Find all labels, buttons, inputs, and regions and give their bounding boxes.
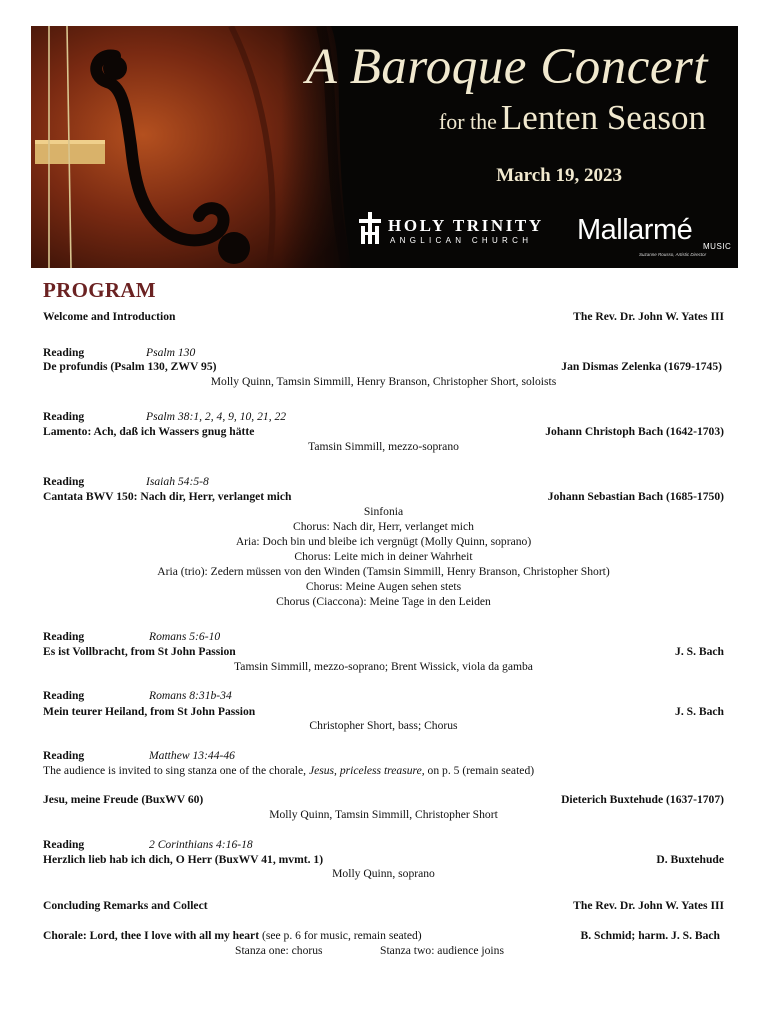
piece-title: Herzlich lieb hab ich dich, O Herr (BuxWV 41, mvmt. 1)	[43, 853, 324, 866]
piece-line	[43, 359, 724, 374]
reading-line	[43, 748, 724, 763]
movement-line: Chorus: Meine Augen sehen stets	[305, 580, 462, 593]
subtitle-prefix: for the	[438, 109, 497, 134]
closing-title: Concluding Remarks and Collect	[43, 899, 208, 912]
concert-banner	[31, 26, 738, 268]
reading-label: Reading	[43, 838, 85, 851]
piece-title: Mein teurer Heiland, from St John Passion	[43, 705, 256, 718]
performers-line: Molly Quinn, Tamsin Simmill, Christopher Short	[269, 808, 498, 821]
performers-line: Tamsin Simmill, mezzo-soprano; Brent Wissick, viola da gamba	[234, 660, 533, 673]
movement-line: Aria: Doch bin und bleibe ich vergnügt (Molly Quinn, soprano)	[235, 535, 532, 548]
piece-composer: Johann Christoph Bach (1642-1703)	[545, 425, 724, 438]
piece-line	[43, 792, 724, 807]
reading-line	[43, 837, 724, 852]
chorale-line	[43, 928, 724, 943]
piece-composer: Dieterich Buxtehude (1637-1707)	[561, 793, 724, 806]
welcome-title: Welcome and Introduction	[43, 310, 176, 323]
piece-composer: Jan Dismas Zelenka (1679-1745)	[561, 360, 722, 373]
concert-title: A Baroque Concert	[305, 39, 708, 95]
subtitle-main: Lenten Season	[500, 98, 706, 137]
piece-title: Es ist Vollbracht, from St John Passion	[43, 645, 236, 658]
program-heading: PROGRAM	[43, 278, 156, 302]
church-cross-icon	[359, 212, 381, 244]
audience-note-chorale: Jesus, priceless treasure,	[308, 764, 425, 777]
piece-title: De profundis (Psalm 130, ZWV 95)	[43, 360, 217, 373]
closing-credit: The Rev. Dr. John W. Yates III	[573, 899, 724, 912]
reading-reference: Psalm 130	[146, 346, 196, 359]
performers-line: Tamsin Simmill, mezzo-soprano	[308, 440, 459, 453]
piece-composer: D. Buxtehude	[656, 853, 724, 866]
reading-line	[43, 345, 724, 360]
movement-line: Sinfonia	[363, 505, 404, 518]
movement-line: Chorus: Leite mich in deiner Wahrheit	[294, 550, 473, 563]
movement-line: Chorus (Ciaccona): Meine Tage in den Leiden	[276, 595, 491, 608]
reading-label: Reading	[43, 475, 85, 488]
piece-line	[43, 424, 724, 439]
piece-line	[43, 704, 724, 719]
reading-line	[43, 629, 724, 644]
chorale-composer: B. Schmid; harm. J. S. Bach	[580, 929, 720, 942]
piece-composer: J. S. Bach	[675, 705, 724, 718]
reading-reference: Isaiah 54:5-8	[146, 475, 209, 488]
program-line-closing	[43, 898, 724, 913]
movement-line: Chorus: Nach dir, Herr, verlanget mich	[293, 520, 474, 533]
reading-label: Reading	[43, 689, 85, 702]
reading-reference: Romans 5:6-10	[149, 630, 221, 643]
reading-reference: 2 Corinthians 4:16-18	[149, 838, 253, 851]
performers-line: Molly Quinn, Tamsin Simmill, Henry Branson, Christopher Short, soloists	[210, 375, 557, 388]
reading-reference: Matthew 13:44-46	[149, 749, 235, 762]
movement-line: Aria (trio): Zedern müssen von den Winden (Tamsin Simmill, Henry Branson, Christopher Short)	[157, 565, 610, 578]
stanza-line	[43, 943, 724, 958]
church-name: HOLY TRINITY	[388, 216, 544, 235]
reading-label: Reading	[43, 410, 85, 423]
piece-line	[43, 489, 724, 504]
reading-line	[43, 474, 724, 489]
audience-note-page: on p. 5 (remain seated)	[427, 764, 535, 777]
ensemble-subtitle: MUSIC	[703, 242, 732, 251]
reading-line	[43, 409, 724, 424]
ensemble-name: Mallarmé	[577, 214, 693, 246]
reading-line	[43, 688, 724, 703]
piece-composer: Johann Sebastian Bach (1685-1750)	[547, 490, 724, 503]
piece-line	[43, 644, 724, 659]
piece-title: Cantata BWV 150: Nach dir, Herr, verlanget mich	[43, 490, 292, 503]
audience-note-text: The audience is invited to sing stanza one of the chorale,	[43, 764, 307, 777]
reading-label: Reading	[43, 749, 85, 762]
church-subtitle: ANGLICAN CHURCH	[390, 236, 533, 245]
piece-composer: J. S. Bach	[675, 645, 724, 658]
chorale-title: Chorale: Lord, thee I love with all my heart	[43, 929, 260, 942]
concert-subtitle	[439, 98, 706, 138]
performers-line: Molly Quinn, soprano	[332, 867, 435, 880]
stanza-one: Stanza one: chorus	[235, 944, 323, 957]
chorale-info	[43, 928, 422, 943]
audience-note	[43, 763, 724, 778]
program-line-welcome	[43, 309, 724, 324]
chorale-note: (see p. 6 for music, remain seated)	[261, 929, 422, 942]
reading-label: Reading	[43, 630, 85, 643]
performers-line: Christopher Short, bass; Chorus	[309, 719, 458, 732]
mallarme-logo	[577, 214, 732, 262]
concert-date: March 19, 2023	[496, 165, 622, 186]
piece-line	[43, 852, 724, 867]
reading-label: Reading	[43, 346, 85, 359]
piece-title: Lamento: Ach, daß ich Wassers gnug hätte	[43, 425, 255, 438]
reading-reference: Psalm 38:1, 2, 4, 9, 10, 21, 22	[146, 410, 287, 423]
welcome-credit: The Rev. Dr. John W. Yates III	[573, 310, 724, 323]
reading-reference: Romans 8:31b-34	[149, 689, 232, 702]
piece-title: Jesu, meine Freude (BuxWV 60)	[43, 793, 204, 806]
ensemble-director: Suzanne Rousso, Artistic Director	[639, 252, 707, 257]
stanza-two: Stanza two: audience joins	[380, 944, 504, 957]
